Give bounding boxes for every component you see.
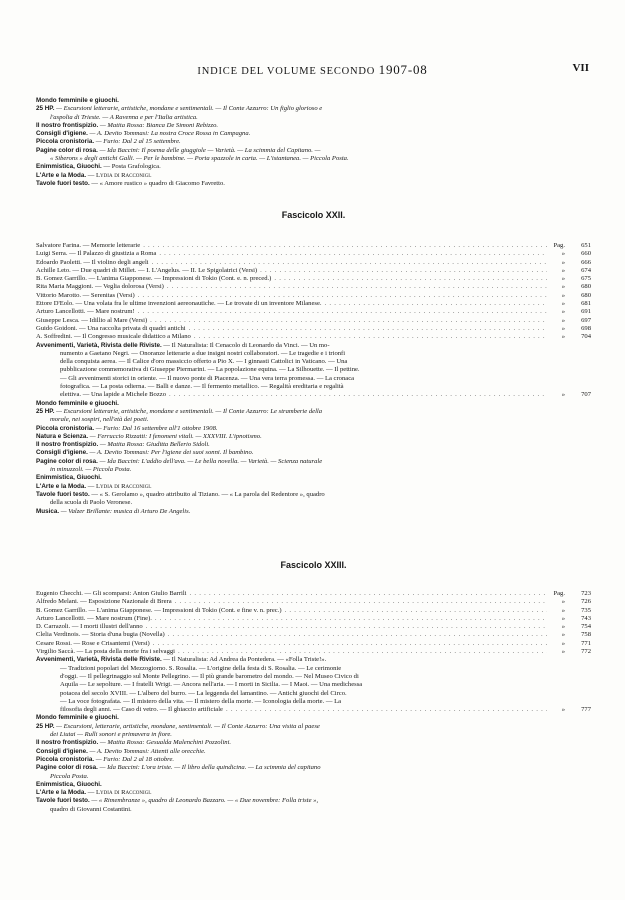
index-line: Mondo femminile e giuochi. — [36, 399, 119, 407]
index-line: della scuola di Paolo Veronese. — [50, 499, 133, 507]
avvenimenti-line: — La voce fotografata. — Il mistero della vita. — Il mistero della morte. — Iconologia della morte. — La — [60, 697, 342, 705]
index-line: Enimmistica, Giuochi. — [36, 474, 102, 482]
toc-entry: Edoardo Paoletti. — Il violino degli angeli ..... » 666 — [36, 259, 591, 267]
index-line: Mondo femminile e giuochi. — [36, 97, 119, 104]
toc-entry: A. Soffredini. — Il Congresso musicale didattico a Milano ..... » 704 — [36, 333, 591, 341]
toc-entry: Arturo Lancellotti. — Mare nostrum (Fine). ..... » 743 — [36, 615, 591, 623]
toc-entry: filosofia degli anni. — Caso di vetro. — Il ghiaccio artificiale ..... » 777 — [36, 706, 591, 714]
index-line: Consigli d'igiene. — A. Devito Tommasi: La nostra Croce Rossa in Campagna. — [36, 130, 251, 138]
header-title-text: INDICE DEL VOLUME SECONDO — [197, 66, 376, 77]
toc-entry: Alfredo Melani. — Esposizione Nazionale di Brera ..... » 726 — [36, 598, 591, 606]
index-line: Piccola cronistoria. — Furio: Dal 2 al 15 settembre. — [36, 138, 181, 146]
index-line: Piccola cronistoria. — Furio: Dal 16 settembre all'1 ottobre 1908. — [36, 424, 218, 432]
index-line: Tavole fuori testo. — « Amore rustico » quadro di Giacomo Favretto. — [36, 179, 225, 187]
toc-entry: Salvatore Farina. — Memorie letterarie ..... Pag. 651 — [36, 242, 591, 250]
index-line: Pagine color di rosa. — Ida Baccini: Il poema delle giuggiole — Varietà. — La scimmia del Capitano. — — [36, 146, 321, 154]
avvenimenti-line: pubblicazione commemorativa di Giuseppe Piermarini. — La popolazione equina. — La Silhouette. — Il pettine. — [60, 366, 360, 374]
toc-entry: B. Gomez Garrillo. — L'anima Giapponese. — Impressioni di Tokio (Cont. e. n. preced.) ..... » 675 — [36, 275, 591, 283]
toc-entry: Luigi Serra. — Il Palazzo di giustizia a Roma ..... » 660 — [36, 250, 591, 258]
index-line: Musica. — Valzer Brillante: musica di Arturo De Angelis. — [36, 507, 191, 515]
index-line: L'Arte e la Moda. — Lydia di Racconigi. — [36, 482, 152, 490]
index-line: Il nostro frontispizio. — Matita Rossa: Giuditta Bellerio Sidoli. — [36, 441, 210, 449]
index-line: in minuzzoli. — Piccola Posta. — [50, 466, 132, 474]
header-year: 1907-08 — [378, 62, 428, 77]
index-line: Natura e Scienza. — Ferruccio Rizzatti: I fenomeni vitali. — XXXVIII. L'ipnotismo. — [36, 432, 262, 440]
header-page-number: VII — [572, 62, 589, 74]
fascicolo-xxiii-title: Fascicolo XXIII. — [280, 560, 347, 570]
toc-entry: Vittorio Marotto. — Serenitas (Versi) ..... » 680 — [36, 292, 591, 300]
index-line: Tavole fuori testo. — « S. Gerolamo », quadro attribuito al Tiziano. — « La parola del Redentore », quadro — [36, 490, 325, 498]
toc-entry: elettiva. — Una lapide a Michele Bozzo ..... » 707 — [36, 391, 591, 399]
toc-entry: Virgilio Saccà. — La posta della morte fra i selvaggi ..... » 772 — [36, 648, 591, 656]
index-line: 25 HP. — Escursioni, letterarie, artistiche, mondane, sentimentali. — Il Conte Azzurro: Una visita al paese — [36, 722, 320, 730]
avvenimenti-line: d'oggi. — Il pellegrinaggio sul Monte Pellegrino. — Il più grande barometro del mondo. — Nel Museo Civico di — [60, 672, 359, 680]
avvenimenti-line: numento a Gaetano Negri. — Onoranze letterarie a due insigni nostri collaboratori. — Le tragedie e i trionfi — [60, 349, 346, 357]
avvenimenti-line: Aquila — Le sepolture. — I fratelli Wrigt. — Ancora nell'aria. — I morti in Sicilia. — I Maoi. — Una medichessa — [60, 681, 363, 689]
toc-entry: Giuseppe Lesca. — Idillio al Mare (Versi) ..... » 697 — [36, 317, 591, 325]
fascicolo-xxii-toc — [36, 242, 591, 516]
index-line: morale, nei sospiri, nell'età dei poeti. — [50, 416, 149, 424]
index-line: L'Arte e la Moda. — Lydia di Racconigi. — [36, 171, 152, 179]
toc-entry: B. Gomez Garrillo. — L'anima Giapponese. — Impressioni di Tokio (Cont. e fine v. n. prec.) ..... » 735 — [36, 607, 591, 615]
index-line: Il nostro frontispizio. — Matita Rossa: Bianca De Simoni Rebizzo. — [36, 121, 219, 129]
fascicolo-xxii-title: Fascicolo XXII. — [281, 210, 346, 220]
toc-entry: Guido Goidoni. — Una raccolta privata di quadri antichi ..... » 698 — [36, 325, 591, 333]
index-line: dei Liutai — Rulli sonori e primavera in fiore. — [50, 731, 172, 739]
toc-entry: Eugenio Checchi. — Gli scomparsi: Anton Giulio Barrili ..... Pag. 723 — [36, 590, 591, 598]
index-line: Mondo femminile e giuochi. — [36, 714, 119, 722]
toc-entry: Cesare Rossi. — Rose e Crisantemi (Versi) ..... » 771 — [36, 640, 591, 648]
index-line: Piccola Posta. — [50, 772, 89, 780]
avvenimenti-line: — Tradizioni popolari del Mezzogiorno. S. Rosalia. — L'origine della festa di S. Rosalia. — Le cerimonie — [60, 664, 342, 672]
toc-entry: Achille Leto. — Due quadri di Millet. — I. L'Angelus. — II. Le Spigolatrici (Versi) ..... » 674 — [36, 267, 591, 275]
index-line: Pagine color di rosa. — Ida Baccini: L'addio dell'ava. — Le bella novella. — Varietà. — Scienza naturale — [36, 457, 323, 465]
index-line: L'Arte e la Moda. — Lydia di Racconigi. — [36, 789, 152, 797]
fascicolo-xxiii-toc — [36, 590, 591, 814]
index-line: Consigli d'igiene. — A. Devito Tommasi: Per l'igiene dei suoi sonni. Il bambino. — [36, 449, 254, 457]
index-line: Enimmistica, Giuochi. — Posta Grafologica. — [36, 163, 161, 171]
page-header — [36, 62, 589, 78]
index-line: Tavole fuori testo. — « Rimembranze », quadro di Leonardo Bazzaro. — « Due novembre: Folla triste », — [36, 797, 319, 805]
index-line: Pagine color di rosa. — Ida Baccini: L'ora triste. — Il libro della quindicina. — La scimmia del capitano — [36, 764, 321, 772]
index-line: 25 HP. — Escursioni letterarie, artistiche, mondane e sentimentali. — Il Conte Azzurro: Le stramberie della — [36, 407, 323, 415]
toc-entry: Clelia Verdinois. — Storia d'una bugia (Novella) ..... » 758 — [36, 631, 591, 639]
top-block — [36, 97, 591, 188]
avvenimenti-line: potacea del secolo XVIII. — L'albero del burro. — La leggenda del lamantino. — Antichi giuochi del Circo. — [60, 689, 347, 697]
toc-entry: Ettore D'Eolo. — Una volata fra le ultime invenzioni aereonautiche. — Le trovate di un inventore Milanese. ..... » 681 — [36, 300, 591, 308]
avvenimenti-line: — Gli avvenimenti storici in oriente. — Il nuovo ponte di Piacenza. — Una vera terra promessa. — La cronaca — [60, 374, 355, 382]
index-line: « Siberons » degli antichi Galli. — Per le bambine. — Porta spazzole in carta. — L'istantanea. — Piccola Posta. — [50, 155, 349, 163]
header-title — [36, 62, 589, 78]
avvenimenti-line: fotografica. — La posta odierna. — Balli e danze. — Il fermento metallico. — Regalità ereditaria e regalità — [60, 383, 344, 391]
index-line: l'aspolia di Trieste. — A Ravenna e per l'Italia artistica. — [50, 113, 198, 121]
index-line: Consigli d'igiene. — A. Devito Tommasi: Attenti alle orecchie. — [36, 747, 206, 755]
index-line: quadro di Giovanni Costantini. — [50, 805, 132, 813]
index-line: Piccola cronistoria. — Furio: Dal 2 al 18 ottobre. — [36, 755, 175, 763]
avvenimenti-line: della conquista aerea. — Il Calice d'oro massiccio offerto a Pio X. — I ginnasti Cattolici in Vaticano. — Una — [60, 358, 348, 366]
avvenimenti-line: Avvenimenti, Varietà, Rivista delle Riviste. — Il Naturalista: Ad Andrea da Pontedera. — «Folla Triste!». — [36, 656, 327, 664]
index-line: 25 HP. — Escursioni letterarie, artistiche, mondane e sentimentali. — Il Conte Azzurro: Un figlio glorioso e — [36, 105, 323, 113]
toc-entry: Rita Maria Maggioni. — Veglia dolorosa (Versi) ..... » 680 — [36, 283, 591, 291]
toc-entry: Arturo Lancellotti. — Mare nostrum! ..... » 691 — [36, 308, 591, 316]
avvenimenti-line: Avvenimenti, Varietà, Rivista delle Riviste. — Il Naturalista: Il Cenacolo di Leonardo da Vinci. — Un mo- — [36, 341, 330, 349]
index-line: Il nostro frontispizio. — Matita Rossa: Gesualda Malenchini Pozzolini. — [36, 739, 232, 747]
index-line: Enimmistica, Giuochi. — [36, 780, 102, 788]
toc-entry: D. Carrazoli. — I morti illustri dell'anno ..... » 754 — [36, 623, 591, 631]
